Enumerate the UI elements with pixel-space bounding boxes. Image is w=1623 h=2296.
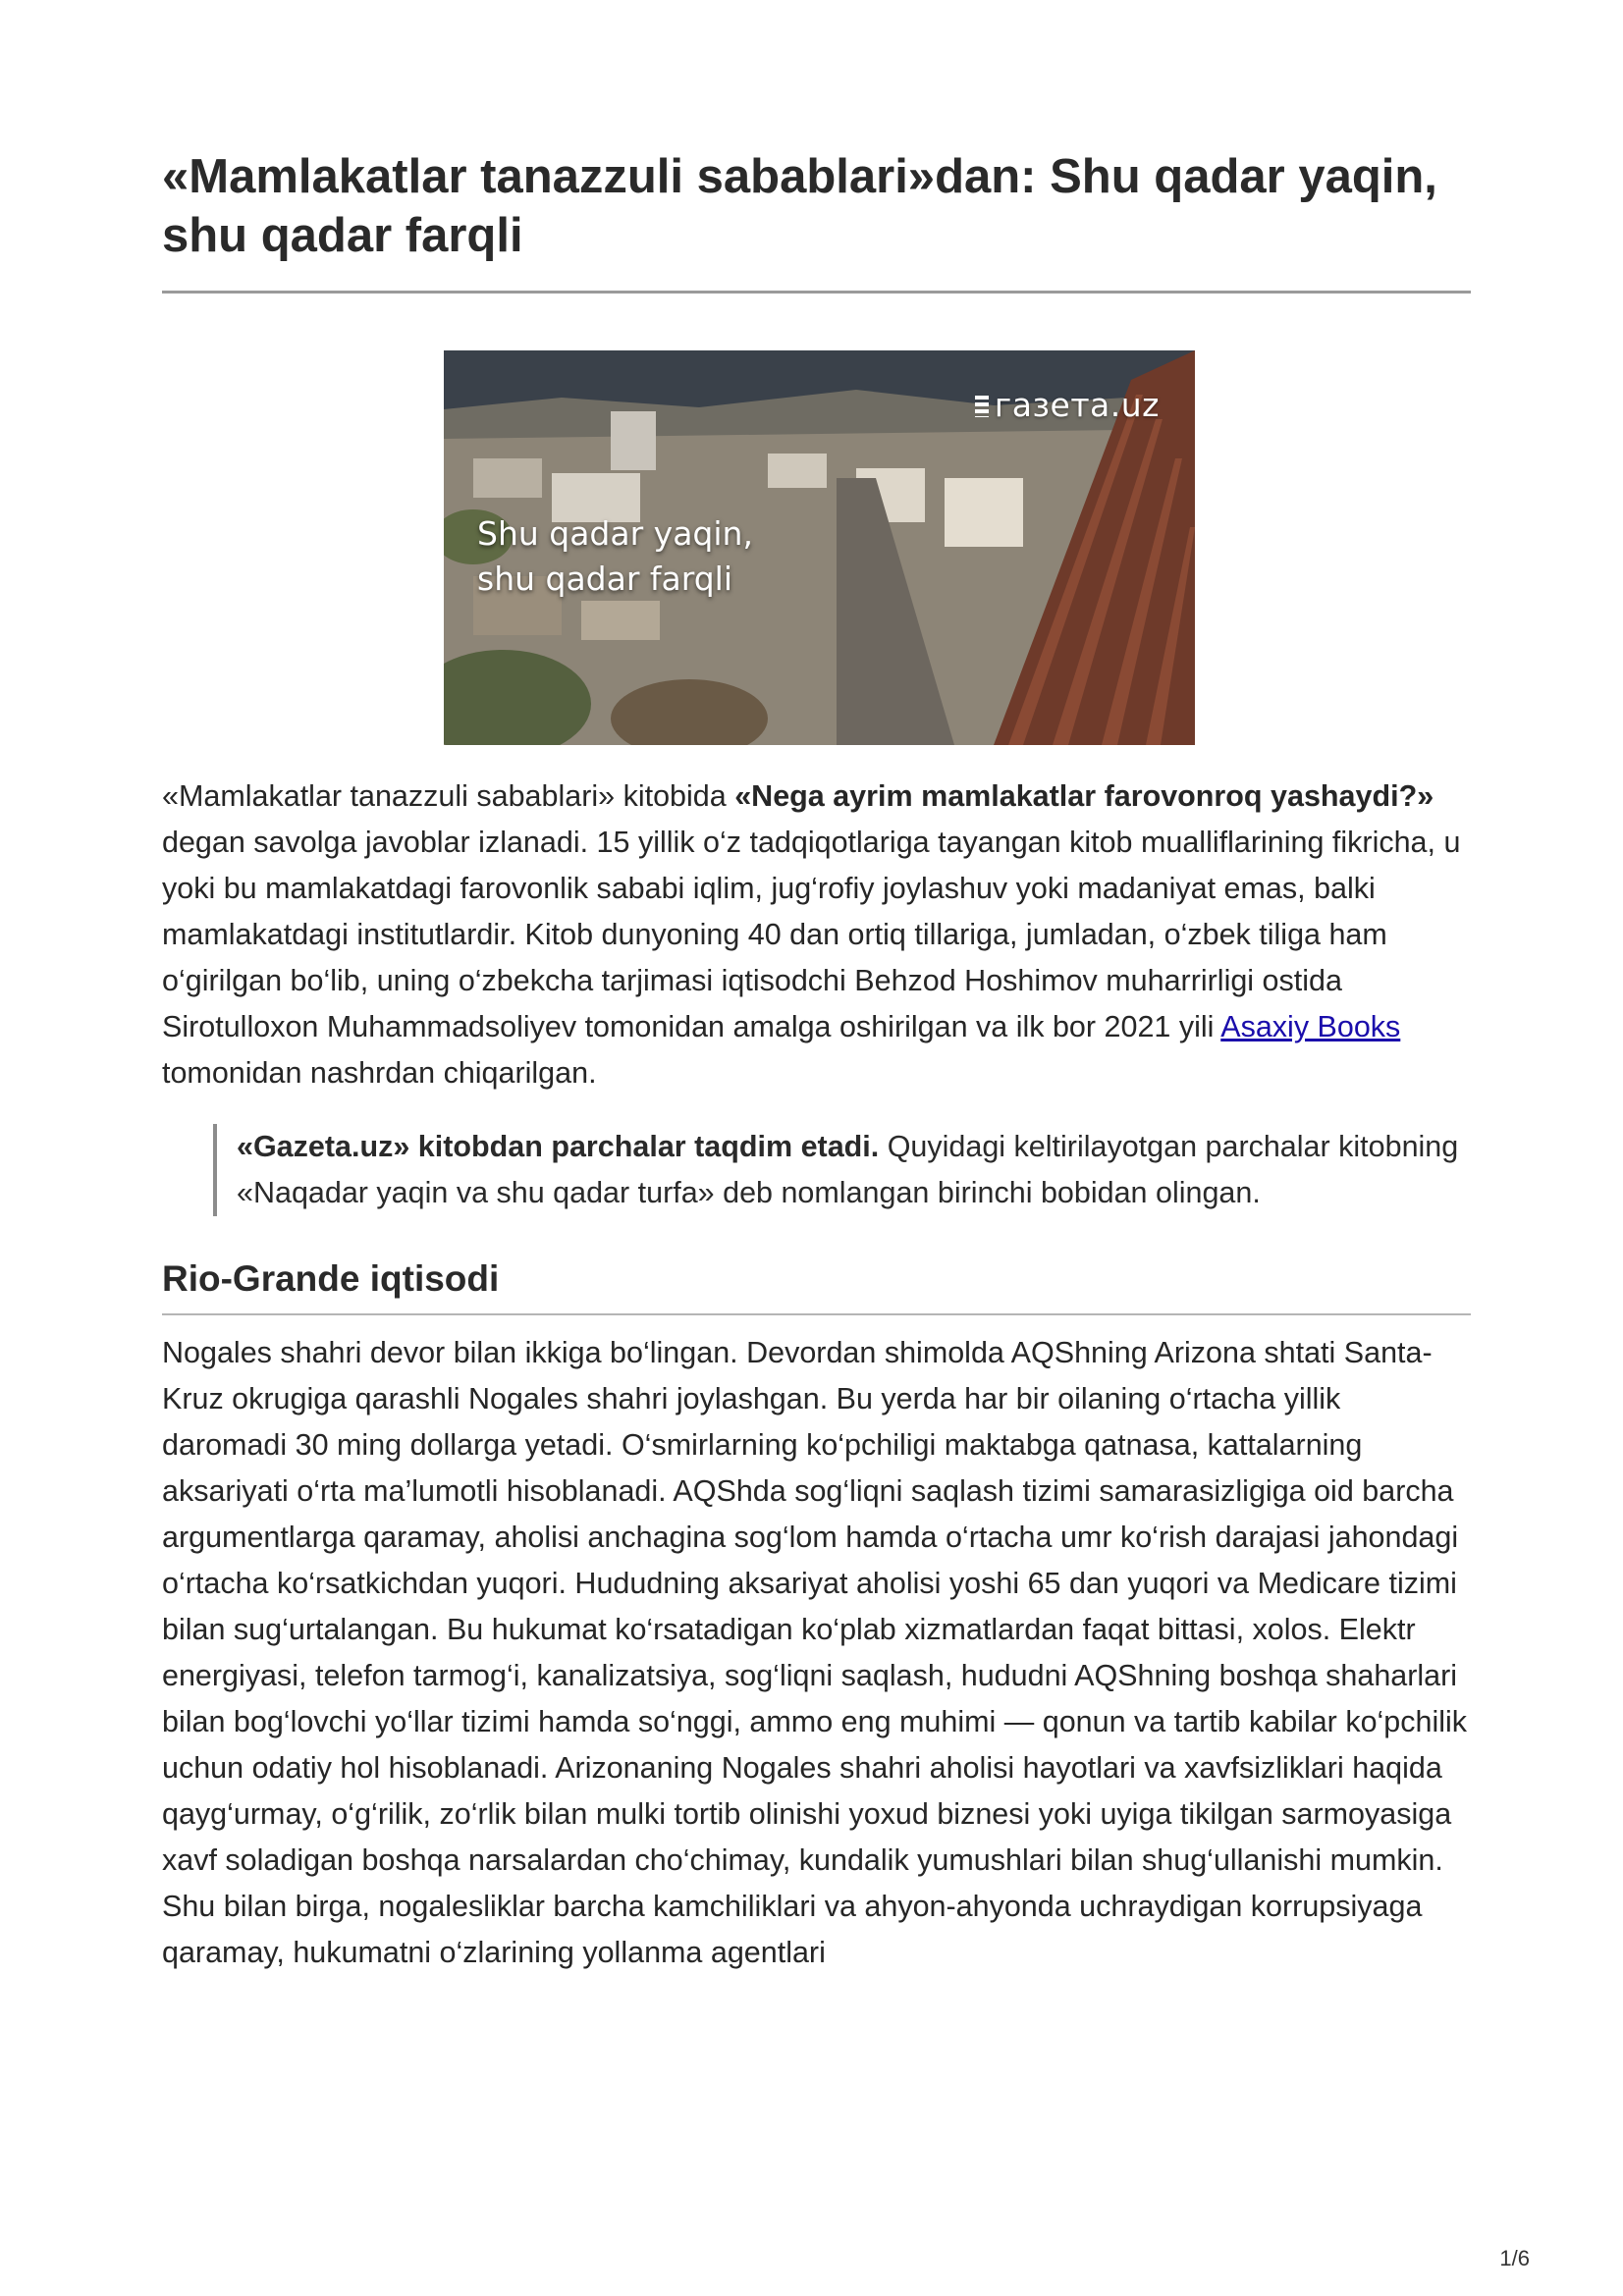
quote-paragraph xyxy=(237,1124,1471,1216)
quote-bold: «Gazeta.uz» kitobdan parchalar taqdim etadi. xyxy=(237,1130,880,1163)
intro-text-1: «Mamlakatlar tanazzuli sabablari» kitobida xyxy=(162,779,735,813)
quote-text: Quyidagi keltirilayotgan parchalar kitobning «Naqadar yaqin va shu qadar turfa» deb nomlangan birinchi bobidan olingan. xyxy=(237,1130,1459,1209)
logo-mark-icon xyxy=(975,396,989,417)
section-paragraph: Nogales shahri devor bilan ikkiga bo‘lingan. Devordan shimolda AQShning Arizona shtati Santa-Kruz okrugiga qarashli Nogales shahri joylashgan. Bu yerda har bir oilaning o‘rtacha yillik daromadi 30 ming dollarga yetadi. O‘smirlarning ko‘pchiligi maktabga qatnasa, kattalarning aksariyati o‘rta ma’lumotli hisoblanadi. AQShda sog‘liqni saqlash tizimi samarasizligiga oid barcha argumentlarga qaramay, aholisi anchagina sog‘lom hamda o‘rtacha umr ko‘rish darajasi jahondagi o‘rtacha ko‘rsatkichdan yuqori. Hududning aksariyat aholisi yoshi 65 dan yuqori va Medicare tizimi bilan sug‘urtalangan. Bu hukumat ko‘rsatadigan ko‘plab xizmatlardan faqat bittasi, xolos. Elektr energiyasi, telefon tarmog‘i, kanalizatsiya, sog‘liqni saqlash, hududni AQShning boshqa shaharlari bilan bog‘lovchi yo‘llar tizimi hamda so‘nggi, ammo eng muhimi — qonun va tartib kabilar ko‘pchilik uchun odatiy hol hisoblanadi. Arizonaning Nogales shahri aholisi hayotlari va xavfsizliklari haqida qayg‘urmay, o‘g‘rilik, zo‘rlik bilan mulki tortib olinishi yoxud biznesi yoki uyiga tikilgan sarmoyasiga xavf soladigan boshqa narsalardan cho‘chimay, kundalik yumushlari bilan shug‘ullanishi mumkin. Shu bilan birga, nogalesliklar barcha kamchiliklari va ahyon-ahyonda uchraydigan korrupsiyaga qaramay, hukumatni o‘zlarining yollanma agentlari xyxy=(162,1336,1468,1969)
section-heading: Rio-Grande iqtisodi xyxy=(162,1258,500,1299)
article xyxy=(162,147,1471,1976)
intro-text-2: degan savolga javoblar izlanadi. 15 yillik o‘z tadqiqotlariga tayangan kitob mualliflarining fikricha, u yoki bu mamlakatdagi farovonlik sababi iqlim, jug‘rofiy joylashuv yoki madaniyat emas, balki mamlakatdagi institutlardir. Kitob dunyoning 40 dan ortiq tillariga, jumladan, o‘zbek tiliga ham o‘girilgan bo‘lib, uning o‘zbekcha tarjimasi iqtisodchi Behzod Hoshimov muharrirligi ostida Sirotulloxon Muhammadsoliyev tomonidan amalga oshirilgan va ilk bor 2021 yili xyxy=(162,826,1461,1043)
intro-bold-question: «Nega ayrim mamlakatlar farovonroq yashaydi?» xyxy=(734,779,1434,813)
hero-image xyxy=(444,350,1195,745)
asaxiy-books-link[interactable]: Asaxiy Books xyxy=(1220,1010,1401,1043)
title-divider xyxy=(162,291,1471,294)
hero-caption: Shu qadar yaqin, shu qadar farqli xyxy=(477,514,753,598)
intro-text-3: tomonidan nashrdan chiqarilgan. xyxy=(162,1056,597,1090)
blockquote xyxy=(213,1124,1471,1216)
gazeta-logo xyxy=(975,386,1160,424)
page-number: 1/6 xyxy=(1499,2246,1530,2270)
logo-text: газета.uz xyxy=(994,386,1160,424)
section-divider xyxy=(162,1313,1471,1315)
intro-paragraph xyxy=(162,774,1471,1096)
article-title: «Mamlakatlar tanazzuli sabablari»dan: Shu qadar yaqin, shu qadar farqli xyxy=(162,150,1437,262)
